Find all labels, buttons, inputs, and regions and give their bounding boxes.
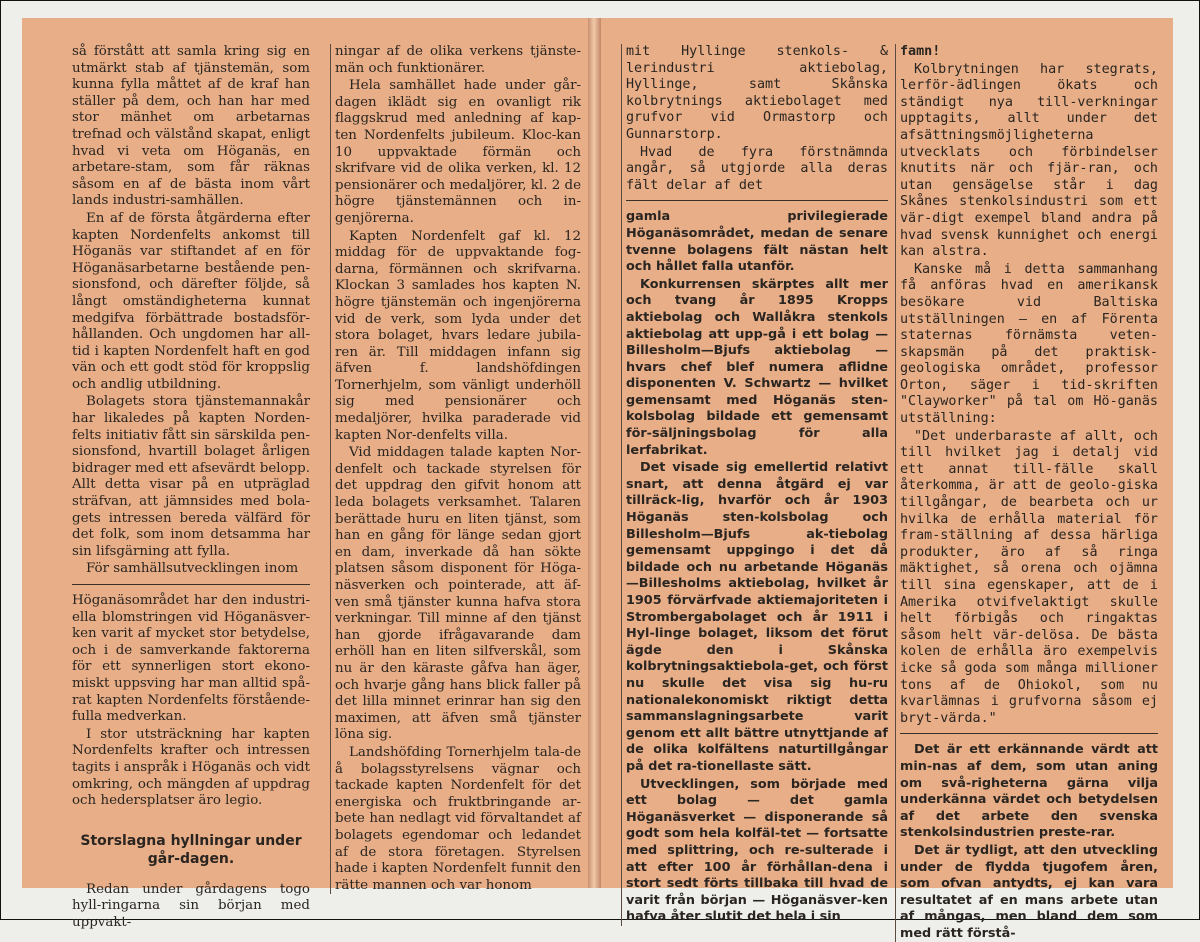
quote: "Det underbaraste af allt, och till hvilket jag i detalj vid ett annat till-fälle skall återkomma, är att de geolo-giska tillgångar, de bearbeta och ur hvilka de erhålla material för fram-ställning af dessa härliga produkter, äro af så ringa mäktighet, så orena och ojämna till sina egenskaper, att de i Amerika otvifvelaktigt skulle helt förbigås och ringaktas såsom helt vär-delösa. De bästa kolen de erhålla äro exempelvis icke så goda som många millioner tons af de Ohiokol, som nu kvarlämnas i grufvorna såsom ej bryt-värda." — [900, 428, 1158, 726]
section-heading: Storslagna hyllningar under går-dagen. — [80, 832, 302, 867]
paragraph: famn! — [900, 44, 941, 59]
paragraph: ningar af de olika verkens tjänste-män och funktionärer. — [335, 44, 581, 76]
paragraph: Bolagets stora tjänstemannakår har likaledes på kapten Norden-felts initiativ fått sin särskilda pen-sionsfond, hvartill bolaget årligen bidrager med ett afsevärdt belopp. Allt detta visar på en utpräglad sträfvan, att jämnsides med bola-gets intressen bereda välfärd för det folk, som inom detsamma har sin lifsgärning att fylla. — [72, 394, 310, 559]
paragraph: Kanske må i detta sammanhang få anföras hvad en amerikansk besökare vid Baltiska utställningen — en af Förenta staternas förnämsta veten-skapsmän på det praktisk-geologiska området, professor Orton, säger i tid-skriften "Clayworker" på tal om Hö-ganäs utställning: — [900, 261, 1158, 427]
paragraph: gamla privilegierade Höganäsområdet, medan de senare tvenne bolagens fält nästan helt och hållet falla utanför. — [626, 209, 888, 275]
paragraph: Vid middagen talade kapten Nor-denfelt och tackade styrelsen för det uppdrag den gifvit honom att leda bolagets verksamhet. Talaren berättade huru en liten tjänst, som han en gång för länge sedan gjort en dam, inverkade då han sökte platsen såsom disponent för Höga-näsverken och pointerade, att äf-ven små tjänster kunna hafva stora verkningar. Till minne af den tjänst han gjorde ifrågavarande dam erhöll han en liten silfverskål, som nu är den käraste gåfva han äger, och hvarje gång hans blick faller på det lilla minnet erinrar han sig den maximen, att äfven små tjänster löna sig. — [335, 445, 581, 743]
paragraph: Hela samhället hade under går-dagen iklädt sig en ovanligt rik flaggskrud med anledning af kap-ten Nordenfelts jubileum. Kloc-kan 10 uppvaktade förmän och skrifvare vid de olika verken, kl. 12 pensionärer och medaljörer, kl. 2 de högre tjänstemännen och in-genjörerna. — [335, 78, 581, 226]
right-page — [600, 18, 1173, 941]
paragraph: Redan under gårdagens togo hyll-ringarna sin början med uppvakt- — [72, 881, 310, 930]
paragraph: mit Hyllinge stenkols- & lerindustri aktiebolag, Hyllinge, samt Skånska kolbrytnings aktiebolaget med grufvor vid Ormastorp och Gunnarstorp. — [626, 44, 888, 142]
paragraph: Utvecklingen, som började med ett bolag — det gamla Höganäsverket — disponerande så godt som hela kolfäl-tet — fortsatte med splittring, och re-sulterade i att efter 100 år förhållan-dena i stort sedt förts tillbaka till hvad de varit från början — Höganäsver-ken hafva åter slutit det hela i sin — [626, 776, 888, 925]
paragraph: så förstått att samla kring sig en utmärkt stab af tjänstemän, som kunna fylla måttet af de kraf han ställer på dem, och han har med stor mänhet om arbetarnas trefnad och välstånd skapat, enligt hvad vi veta om Höganäs, en arbetare-stam, som får räknas såsom en af de bästa inom vårt lands industri-samhällen. — [72, 44, 310, 209]
paragraph: En af de första åtgärderna efter kapten Nordenfelts ankomst till Höganäs var stiftandet af en för Höganäsarbetarne bestående pen-sionsfond, och därefter följde, så långt omständigheterna kunnat medgifva förbättrade bostadsför-hållanden. Och ungdomen har all-tid i kapten Nordenfelt haft en god vän och ett godt stöd för kroppslig och andlig utbildning. — [72, 210, 310, 392]
column-divider — [900, 733, 1158, 734]
paragraph: I stor utsträckning har kapten Nordenfelts krafter och intressen tagits i anspråk i Höganäs och vidt omkring, och mängden af uppdrag och hedersplatser äro legio. — [72, 726, 310, 809]
paragraph: Det är ett erkännande värdt att min-nas af dem, som utan aning om svå-righeterna gärna vilja underkänna värdet och betydelsen af det arbete den svenska stenkolsindustrien preste-rar. — [900, 742, 1158, 841]
paragraph: För samhällsutvecklingen inom — [86, 561, 299, 577]
paragraph: Kolbrytningen har stegrats, lerför-ädlingen ökats och ständigt nya till-verkningar upptagits, allt under det afsättningsmöjligheterna utvecklats och förbindelser knutits när och fjär-ran, och utan gensägelse står i dag Skånes stenkolsindustri som ett vär-digt exempel bland andra på hvad svensk kunnighet och energi kan alstra. — [900, 61, 1158, 260]
left-page — [22, 18, 589, 930]
column-divider — [626, 200, 888, 201]
column-divider — [72, 584, 310, 585]
paragraph: Höganäsområdet har den industri-ella blomstringen vid Höganäsver-ken varit af mycket stor betydelse, och i de samverkande faktorerna för ett synnerligen stort ekono-miskt uppsving har man alltid spå-rat kapten Nordenfelts förstående-fulla medverkan. — [72, 593, 310, 725]
page-fold — [588, 18, 600, 888]
paragraph: Landshöfding Tornerhjelm tala-de å bolagsstyrelsens vägnar och tackade kapten Nordenfelt för det energiska och fruktbringande ar-bete han nedlagt vid förvaltandet af bolagets egendomar och ledandet af de stora företagen. Styrelsen hade i kapten Nordenfelt funnit den rätte mannen och var honom — [335, 744, 581, 893]
paragraph: Det visade sig emellertid relativt snart, att denna åtgärd ej var tillräck-lig, hvarför och år 1903 Höganäs sten-kolsbolag och Billesholm—Bjufs ak-tiebolag gemensamt uppgingo i det då bildade och nu arbetande Höganäs—Billesholms aktiebolag, hvilket år 1905 förvärfvade aktiemajoriteten i Strombergabolaget och år 1911 i Hyl-linge bolaget, liksom det förut ägde den i Skånska kolbrytningsaktiebola-get, och först nu skulle det visa sig hu-ru nationalekonomiskt riktigt detta sammanslagningsarbete varit genom ett allt bättre utnyttjande af de olika kolfältens naturtillgångar på det ra-tionellaste sätt. — [626, 460, 888, 774]
paragraph: Kapten Nordenfelt gaf kl. 12 middag för de uppvaktande fog-darna, förmännen och skrifvarna. Klockan 3 samlades hos kapten N. högre tjänstemän och ingenjörerna vid de verk, som lyda under det stora bolaget, hvars ledare jubila-ren är. Till middagen infann sig äfven f. landshöfdingen Tornerhjelm, som vänligt underhöll sig med pensionärer och medaljörer, hvilka paraderade vid kapten Nor-denfelts villa. — [335, 228, 581, 443]
column-1 — [72, 44, 310, 932]
paragraph: Det är tydligt, att den utveckling under de flydda tjugofem åren, som ofvan antydts, ej kan vara resultatet af en mans arbete utan af mångas, men bland dem som med rätt förstå- — [900, 842, 1158, 941]
column-2 — [330, 44, 581, 894]
column-3 — [621, 44, 888, 926]
column-4 — [895, 44, 1158, 942]
paragraph: Hvad de fyra förstnämnda angår, så utgjorde alla deras fält delar af det — [626, 144, 888, 193]
paragraph: Konkurrensen skärptes allt mer och tvang år 1895 Kropps aktiebolag och Wallåkra stenkols aktiebolag att upp-gå i ett bolag — Billesholm—Bjufs aktiebolag — hvars chef blef numera aflidne disponenten V. Schwartz — hvilket gemensamt med Höganäs sten-kolsbolag bildade ett gemensamt för-säljningsbolag för alla lerfabrikat. — [626, 276, 888, 458]
